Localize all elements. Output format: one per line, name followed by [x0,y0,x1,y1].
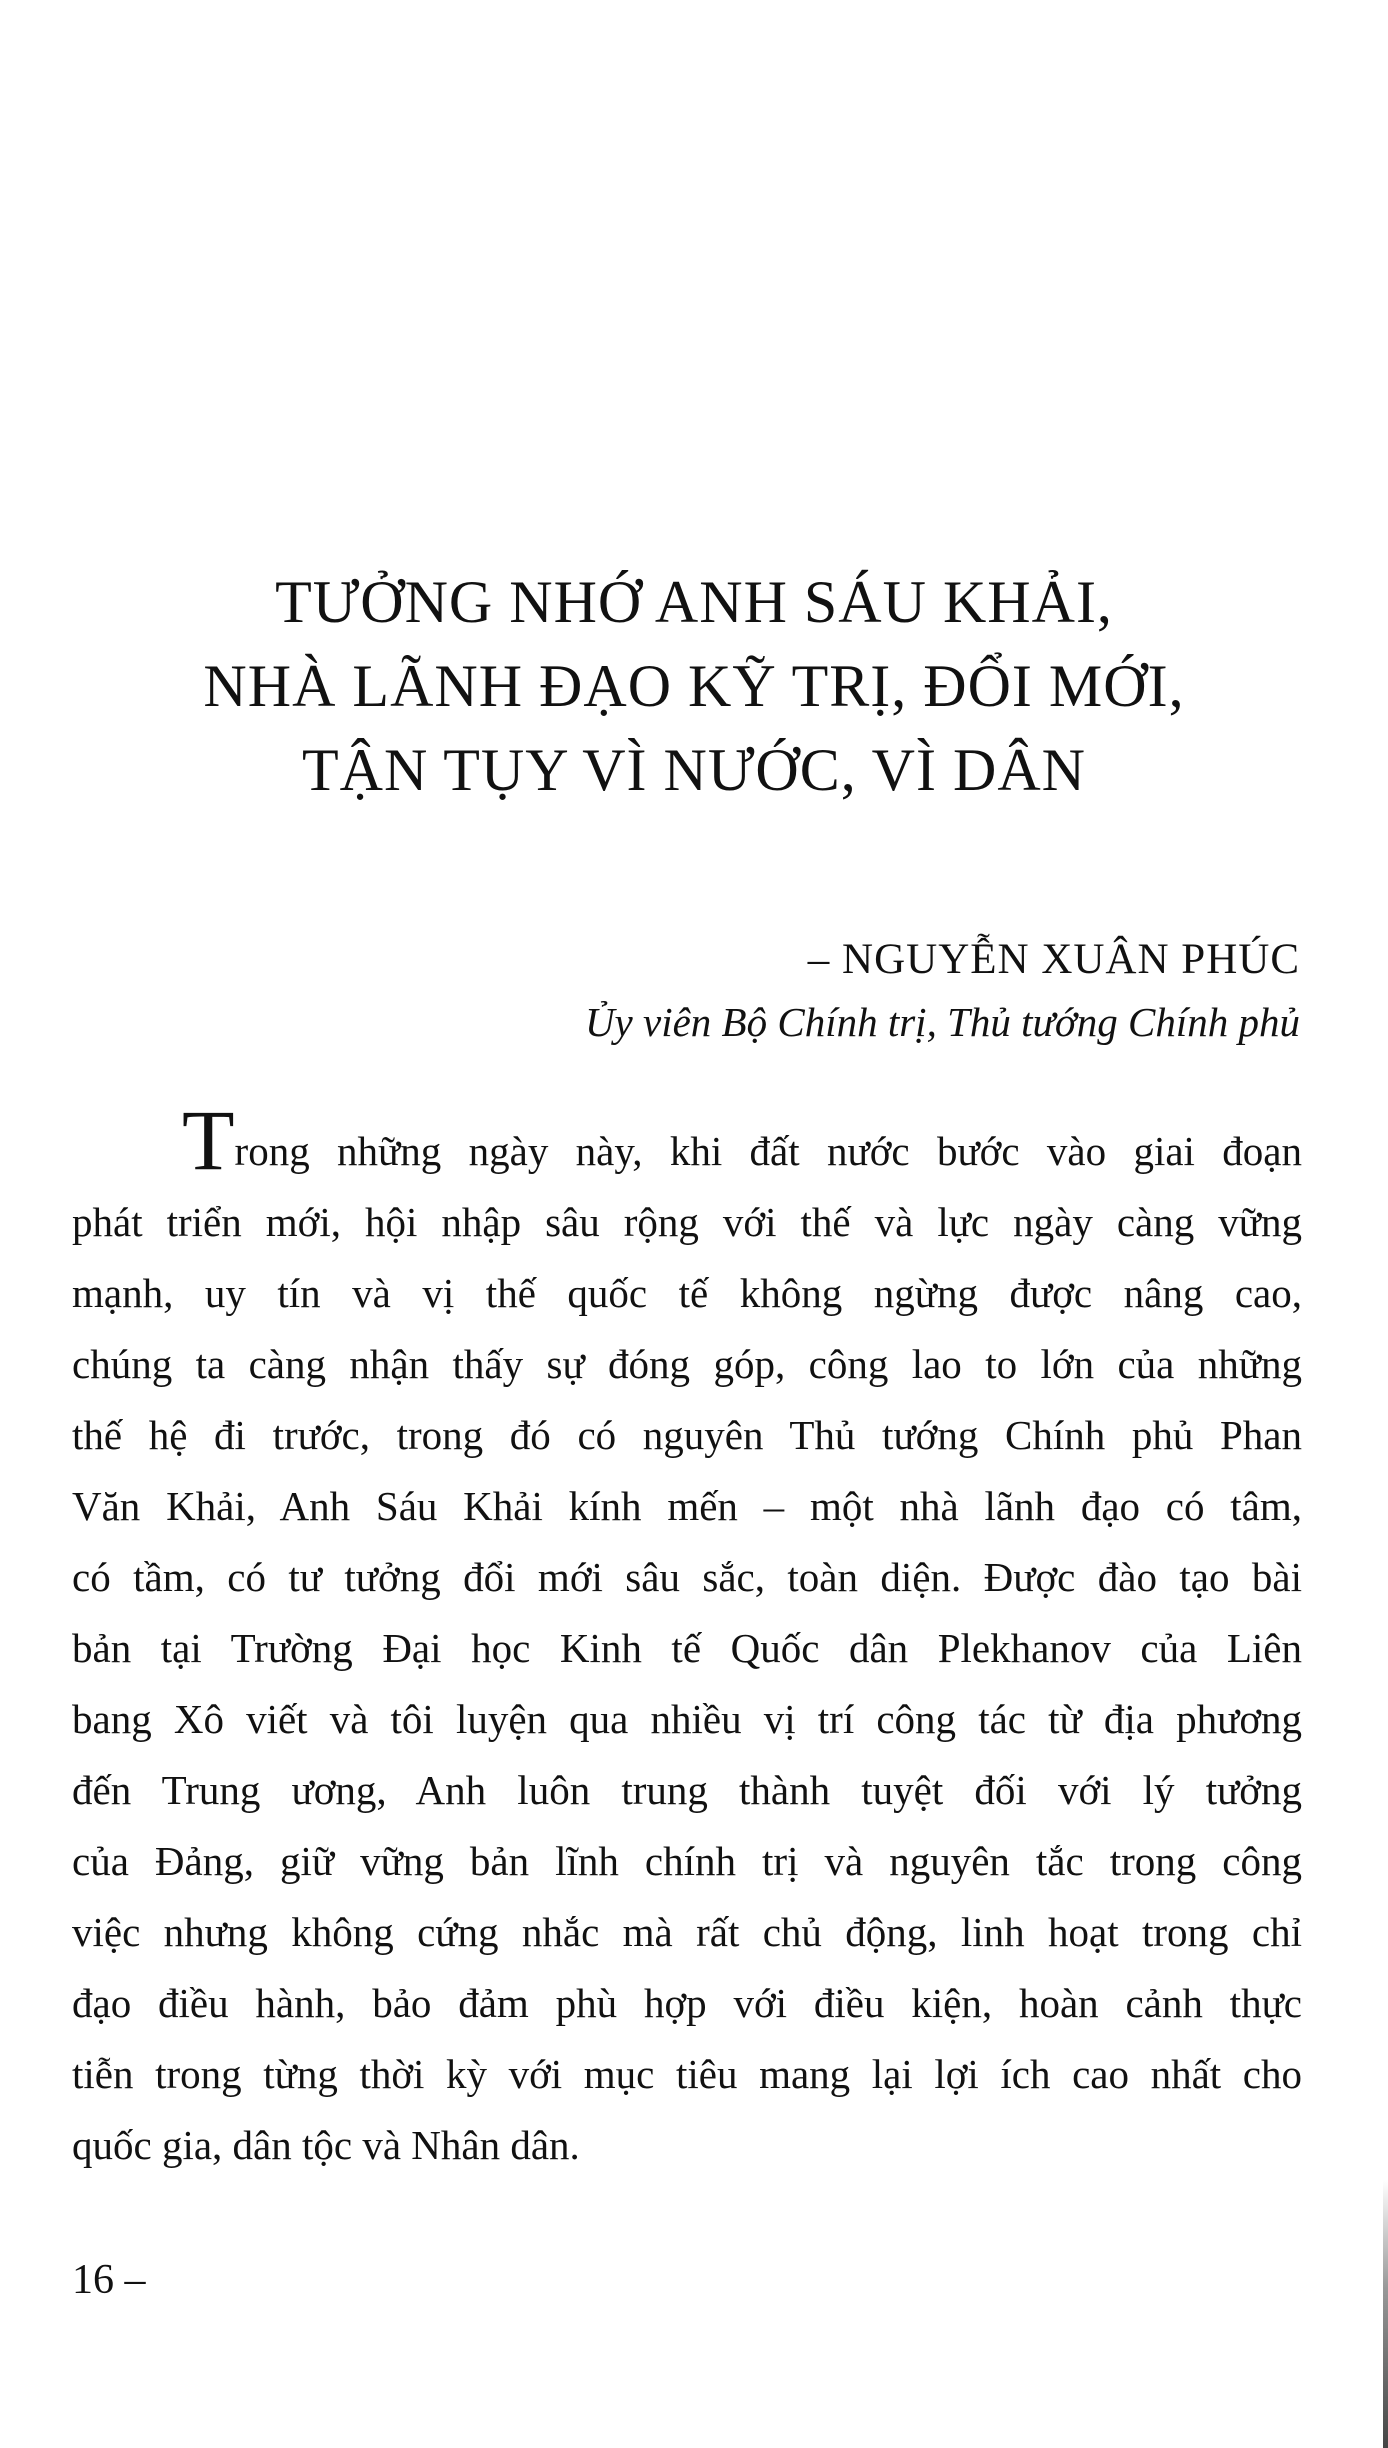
body-paragraph [72,1092,1302,2181]
body-line: có tầm, có tư tưởng đổi mới sâu sắc, toàn diện. Được đào tạo bài [72,1554,1302,1600]
body-line: Văn Khải, Anh Sáu Khải kính mến – một nhà lãnh đạo có tâm, [72,1483,1302,1529]
body-line: bang Xô viết và tôi luyện qua nhiều vị trí công tác từ địa phương [72,1696,1302,1742]
page-number: 16 – [72,2257,146,2303]
body-line: của Đảng, giữ vững bản lĩnh chính trị và nguyên tắc trong công [72,1838,1302,1884]
body-line: đến Trung ương, Anh luôn trung thành tuyệt đối với lý tưởng [72,1767,1302,1813]
body-line: tiễn trong từng thời kỳ với mục tiêu mang lại lợi ích cao nhất cho [72,2051,1302,2097]
author-role: Ủy viên Bộ Chính trị, Thủ tướng Chính phủ [584,999,1300,1045]
body-line: thế hệ đi trước, trong đó có nguyên Thủ tướng Chính phủ Phan [72,1412,1302,1458]
body-line-1-text: rong những ngày này, khi đất nước bước vào giai đoạn [234,1128,1302,1174]
chapter-title [0,560,1388,812]
body-line-1 [72,1092,1302,1188]
body-line-last: quốc gia, dân tộc và Nhân dân. [72,2122,580,2168]
page-edge-shadow [1383,2180,1388,2448]
body-line: chúng ta càng nhận thấy sự đóng góp, công lao to lớn của những [72,1341,1302,1387]
body-line: đạo điều hành, bảo đảm phù hợp với điều kiện, hoàn cảnh thực [72,1980,1302,2026]
body-line: bản tại Trường Đại học Kinh tế Quốc dân Plekhanov của Liên [72,1625,1302,1671]
drop-cap: T [182,1092,235,1188]
body-line: phát triển mới, hội nhập sâu rộng với thế và lực ngày càng vững [72,1199,1302,1245]
author-byline [585,930,1300,1054]
body-line: việc nhưng không cứng nhắc mà rất chủ động, linh hoạt trong chỉ [72,1909,1302,1955]
body-line: mạnh, uy tín và vị thế quốc tế không ngừng được nâng cao, [72,1270,1302,1316]
title-line-3: TẬN TỤY VÌ NƯỚC, VÌ DÂN [302,737,1086,803]
title-line-2: NHÀ LÃNH ĐẠO KỸ TRỊ, ĐỔI MỚI, [203,653,1185,719]
author-name: – NGUYỄN XUÂN PHÚC [807,936,1300,983]
title-line-1: TƯỞNG NHỚ ANH SÁU KHẢI, [275,569,1113,635]
